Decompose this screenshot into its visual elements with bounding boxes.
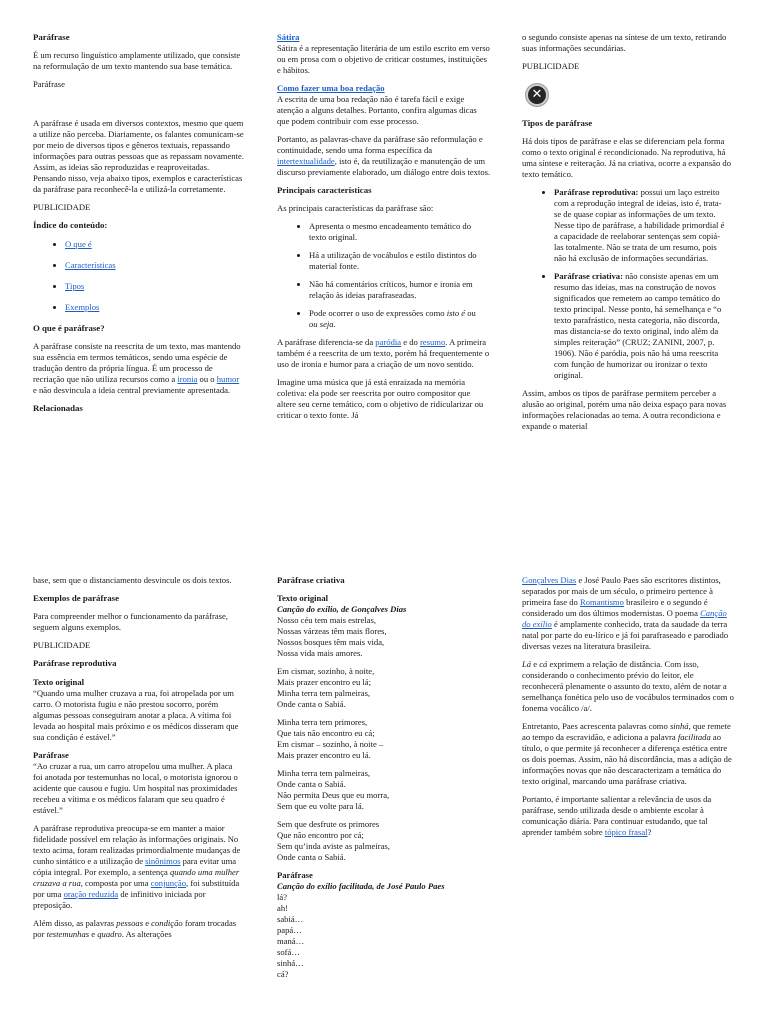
poem-line: Sem qu’inda aviste as palmeiras, [277, 841, 390, 852]
text-run: . A primeira também é a reescrita de um texto, porém há frequentemente o uso de ironia e humor para a criação de um novo sentido. [277, 337, 490, 370]
original-text-label: Texto original [33, 676, 85, 687]
ad-label: PUBLICIDADE [33, 640, 91, 651]
continued-paragraph: base, sem que o distanciamento desvincule os dois textos. [33, 575, 232, 585]
music-paragraph: Imagine uma música que já está enraizada na memória coletiva: ela pode ser reescrita por outro compositor que altere seu cerne temático, com o objetivo de ridicularizar ou criticar o texto fonte. Já [277, 377, 484, 421]
text-run: ou seja [309, 319, 334, 330]
distance-paragraph [522, 659, 736, 714]
original-text-quote: “Quando uma mulher cruzava a rua, foi atropelada por um carro. O motorista fugiu e não prestou socorro, porém algumas pessoas conseguiram anotar a placa. A vítima foi levada ao hospital mais próximo e os médicos disseram que sua condição é estável.” [33, 687, 239, 742]
list-item: • Apresenta o mesmo encadeamento temático do texto original. [309, 221, 483, 243]
related-title: Relacionadas [33, 402, 83, 413]
paraphrase-poem [277, 892, 491, 980]
ad-label: PUBLICIDADE [33, 202, 91, 213]
poem-line: Nossos bosques têm mais vida, [277, 637, 385, 648]
toc-link-exemplos[interactable]: Exemplos [65, 301, 100, 312]
link-intertextualidade[interactable]: intertextualidade [277, 156, 335, 166]
poem-line: Onde canta o Sabiá. [277, 779, 346, 790]
poem-line: Sem que eu volte para lá. [277, 801, 364, 812]
paraphrase-label: Paráfrase [277, 870, 313, 881]
alem-paragraph [33, 918, 244, 940]
text-run: é amplamente conhecido, trata da saudade da terra natal por parte do eu-lírico e já foi parafraseado e parodiado diversas vezes na literatura brasileira. [522, 619, 729, 651]
text-run: Portanto, é importante salientar a relevância de usos da paráfrase, sendo utilizada desde o ambiente escolar à comunicação diária. Para continuar estudando, que tal aprender também sobre [522, 794, 712, 837]
poem-line: Minha terra tem palmeiras, [277, 688, 371, 699]
related-link-satira[interactable] [277, 32, 491, 43]
redacao-description: A escrita de uma boa redação não é tarefa fácil e exige atenção a alguns detalhes. Portanto, confira algumas dicas que podem contribuir com esse processo. [277, 94, 477, 126]
reproductive-analysis [33, 823, 244, 911]
text-run: para evitar uma cópia integral. Por exemplo, a sentença [33, 855, 237, 877]
page1-column-1 [33, 32, 244, 421]
conclusion-paragraph [522, 794, 736, 838]
list-item [309, 308, 483, 330]
poem-line: lá? [277, 892, 288, 903]
subsection-title-creative: Paráfrase criativa [277, 575, 345, 585]
paes-paragraph [522, 721, 736, 787]
characteristics-list [277, 221, 491, 330]
text-run: quadro [97, 928, 122, 939]
link-romantismo[interactable]: Romantismo [579, 597, 624, 607]
characteristics-intro: As principais características da paráfrase são: [277, 203, 434, 214]
link-resumo[interactable]: resumo [419, 337, 446, 348]
poem-line: Em cismar, sozinho, à noite, [277, 666, 375, 677]
redacao-link[interactable]: Como fazer uma boa redação [277, 83, 385, 93]
text-run: Portanto, as palavras-chave da paráfrase são reformulação e continuidade, sendo uma forma específica da [277, 134, 483, 155]
page2-column-3 [522, 575, 736, 845]
link-topico-frasal[interactable]: tópico frasal [604, 827, 648, 837]
close-icon[interactable]: ✕ [526, 84, 548, 106]
text-run: quando uma mulher cruzava a rua [33, 866, 240, 888]
poem-line: Mais prazer encontro eu lá; [277, 677, 372, 688]
text-run: foram trocadas por [33, 917, 237, 939]
list-item: • Não há comentários críticos, humor e ironia em relação às ideias parafraseadas. [309, 279, 483, 301]
text-run: de infinitivo iniciada por preposição. [33, 888, 206, 910]
link-ironia[interactable]: ironia [177, 373, 198, 384]
text-run: . As alterações [121, 928, 172, 939]
poem-line: maná… [277, 936, 305, 947]
toc-link-o-que-e[interactable]: O que é [65, 238, 92, 249]
poem-line: Não permita Deus que eu morra, [277, 790, 390, 801]
toc-item [65, 281, 244, 292]
text-run: e do [401, 337, 420, 348]
text-run: Entretanto, Paes acrescenta palavras como [522, 721, 670, 731]
article-title: Paráfrase [33, 32, 70, 42]
text-run: isto é [446, 308, 466, 319]
text-run: pessoas [116, 917, 144, 928]
poem-line: cá? [277, 969, 289, 980]
link-sinonimos[interactable]: sinônimos [145, 855, 181, 866]
what-paragraph [33, 341, 244, 396]
poem-title: Canção do exílio, de Gonçalves Dias [277, 604, 407, 615]
link-humor[interactable]: humor [216, 373, 240, 384]
text-run: Além disso, as palavras [33, 917, 117, 928]
text-run: , isto é, da reutilização e manutenção de um discurso previamente elaborado, um diálogo entre dois textos. [277, 156, 491, 177]
paraphrase-label: Paráfrase [33, 749, 69, 760]
page2-column-2 [277, 575, 491, 980]
text-run: testemunhas [46, 928, 90, 939]
section-title-examples: Exemplos de paráfrase [33, 593, 120, 603]
related-link-redacao[interactable] [277, 83, 491, 94]
text-run: e José Paulo Paes são escritores distintos, separados por mais de um século, o primeiro pertence à primeira fase do [522, 575, 721, 607]
authors-paragraph [522, 575, 736, 652]
toc-list [33, 239, 244, 313]
poem-line: Que tais não encontro eu cá; [277, 728, 375, 739]
page2-column-1 [33, 575, 244, 947]
text-run: Paráfrase reprodutiva: [554, 187, 639, 198]
text-run: , que remete ao tempo da escravidão, e adiciona a palavra [522, 721, 731, 742]
list-item [554, 271, 728, 381]
poem-line: Minha terra tem palmeiras, [277, 768, 371, 779]
link-cancao-do-exilio[interactable]: Canção do exílio [522, 608, 727, 629]
link-conjuncao[interactable]: conjunção [150, 877, 187, 888]
list-item: • Há a utilização de vocábulos e estilo distintos do material fonte. [309, 250, 483, 272]
original-text-label: Texto original [277, 593, 329, 604]
subsection-title-reproductive: Paráfrase reprodutiva [33, 658, 117, 669]
page-divider [0, 512, 768, 513]
text-run: ? [647, 827, 652, 837]
list-item [554, 187, 728, 264]
text-run: sinhá [669, 721, 689, 731]
text-run: e [89, 928, 98, 939]
poem-line: Sem que desfrute os primores [277, 819, 380, 830]
toc-link-tipos[interactable]: Tipos [65, 280, 85, 291]
poem-stanza [277, 717, 491, 761]
poem-stanza [277, 666, 491, 710]
satira-link[interactable]: Sátira [277, 32, 300, 42]
continued-paragraph: o segundo consiste apenas na síntese de um texto, retirando suas informações secundárias. [522, 32, 727, 53]
poem-line: Nosso céu tem mais estrelas, [277, 615, 377, 626]
text-run: possui um laço estreito com a reprodução integral de ideias, isto é, trata-se de quase copiar as informações de um texto. Nesse tipo de paráfrase, a habilidade primordial é a capacidade de reelaborar sentenças sem copiá-las totalmente. Não se trata de um resumo, pois não há exclusão de informações secundárias. [554, 187, 725, 264]
page1-column-2 [277, 32, 491, 428]
poem-stanza [277, 819, 491, 863]
poem-line: Onde canta o Sabiá. [277, 852, 346, 863]
ad-label: PUBLICIDADE [522, 61, 580, 71]
keywords-paragraph [277, 134, 491, 178]
text-run: ou o [197, 373, 217, 384]
text-run: Lá [522, 659, 532, 669]
poem-stanza [277, 615, 491, 659]
text-run: ao título, o que permite já reconhecer a diferença estética entre os dois poemas. Assim, não há discordância, mas a adição de informações novas que não descaracterizam a temática do texto original, marcando uma paráfrase criativa. [522, 732, 732, 786]
link-oracao-reduzida[interactable]: oração reduzida [63, 888, 119, 899]
poem-line: Nossa vida mais amores. [277, 648, 363, 659]
text-run: , composta por uma [80, 877, 151, 888]
usage-paragraph: A paráfrase é usada em diversos contextos, mesmo que quem a utilize não perceba. Diariamente, os falantes comunicam-se por meio de diversos tipos e gêneros textuais, repassando informações para outras pessoas que as repassam novamente. Assim, as ideias são reproduzidas e reaproveitadas. Pensando nisso, veja abaixo tipos, exemplos e características da paráfrase para reconhecê-la e utilizá-la corretamente. [33, 118, 244, 195]
toc-item [65, 239, 244, 250]
text-run: A paráfrase reprodutiva preocupa-se em manter a maior fidelidade possível em relação às informações originais. No texto acima, foram realizadas primordialmente mudanças de cunho sintático e a utilização de [33, 822, 241, 866]
text-run: brasileiro e o segundo é considerado um dos últimos modernistas. O poema [522, 597, 708, 618]
text-run: facilitada [677, 732, 711, 742]
paraphrase-poem-title: Canção do exílio facilitada, de José Paulo Paes [277, 881, 445, 892]
text-run: Pode ocorrer o uso de expressões como [309, 308, 447, 319]
text-run: e [531, 659, 540, 669]
section-title-characteristics: Principais características [277, 185, 372, 195]
text-run: , foi substituída por uma [33, 877, 240, 899]
section-title-types: Tipos de paráfrase [522, 118, 593, 128]
poem-line: sinhá… [277, 958, 304, 969]
examples-intro: Para compreender melhor o funcionamento da paráfrase, seguem alguns exemplos. [33, 611, 228, 633]
text-run: A paráfrase diferencia-se da [277, 337, 376, 348]
poem-stanzas [277, 615, 491, 863]
image-caption: Paráfrase [33, 79, 65, 90]
poem-line: ah! [277, 903, 288, 914]
paraphrase-quote: “Ao cruzar a rua, um carro atropelou uma mulher. A placa foi anotada por testemunhas no local, o motorista ignorou o acidente que causou e fugiu. Um hospital nas proximidades recebeu a vítima e os médicos falaram que seu quadro é estável.” [33, 760, 238, 815]
link-goncalves-dias[interactable]: Gonçalves Dias [522, 575, 577, 585]
text-run: ou [465, 308, 476, 319]
poem-line: sabiá… [277, 914, 304, 925]
poem-line: Nossas várzeas têm mais flores, [277, 626, 387, 637]
satira-description: Sátira é a representação literária de um estilo escrito em verso ou em prosa com o objetivo de criticar costumes, instituições e hábitos. [277, 43, 490, 75]
text-run: e [143, 917, 152, 928]
toc-item [65, 260, 244, 271]
poem-line: sofá… [277, 947, 300, 958]
types-intro: Há dois tipos de paráfrase e elas se diferenciam pela forma como o texto original é recondicionado. Na reprodutiva, há uma síntese e reiteração. Já na criativa, ocorre a expansão do texto temático. [522, 136, 732, 180]
toc-link-caracteristicas[interactable]: Características [65, 259, 116, 270]
section-title-what: O que é paráfrase? [33, 322, 105, 333]
intro-paragraph: É um recurso linguístico amplamente utilizado, que consiste na reformulação de um texto mantendo sua base temática. [33, 50, 241, 72]
poem-line: Em cismar – sozinho, à noite – [277, 739, 384, 750]
text-run: não consiste apenas em um resumo das ideias, mas na construção de novos significados que remetem ao campo temático do texto principal. Nesse ponto, há semelhança e “o texto parafrástico, nesta categoria, não discorda, mas distancia-se do texto original, indo além da simples reiteração” (CRUZ; ZANINI, 2007, p. 1906). Não é paródia, pois não há uma reescrita com função de humorizar ou ironizar o texto original. [554, 271, 722, 381]
link-parodia[interactable]: paródia [375, 337, 402, 348]
difference-paragraph [277, 337, 491, 370]
poem-line: Onde canta o Sabiá. [277, 699, 346, 710]
types-list [522, 187, 736, 381]
poem-line: Minha terra tem primores, [277, 717, 368, 728]
text-run: . [333, 319, 336, 330]
toc-item [65, 302, 244, 313]
poem-line: papá… [277, 925, 302, 936]
assim-paragraph: Assim, ambos os tipos de paráfrase permitem perceber a alusão ao original, porém uma não deixa espaço para novas informações relacionadas ao tema. A outra recondiciona e expande o material [522, 388, 727, 432]
text-run: condição [151, 917, 183, 928]
text-run: Paráfrase criativa: [554, 271, 623, 282]
text-run: cá [539, 659, 548, 669]
poem-line: Mais prazer encontro eu lá. [277, 750, 371, 761]
page1-column-3 [522, 32, 736, 439]
toc-title: Índice do conteúdo: [33, 220, 108, 231]
poem-line: Que não encontro por cá; [277, 830, 364, 841]
text-run: exprimem a relação de distância. Com isso, considerando o conhecimento prévio do leitor, ele reconhecerá plenamente o assunto do texto, além de notar a semelhança fonética pelo uso de vocábulos terminados com o fonema vocálico /a/. [522, 659, 734, 713]
text-run: e não desvincula a ideia central previamente apresentada. [33, 384, 231, 395]
text-run: A paráfrase consiste na reescrita de um texto, mas mantendo sua essência em termos temáticos, sendo uma espécie de tradução dentro da própria língua. É um processo de recriação que não utiliza recursos como a [33, 340, 241, 384]
poem-stanza [277, 768, 491, 812]
